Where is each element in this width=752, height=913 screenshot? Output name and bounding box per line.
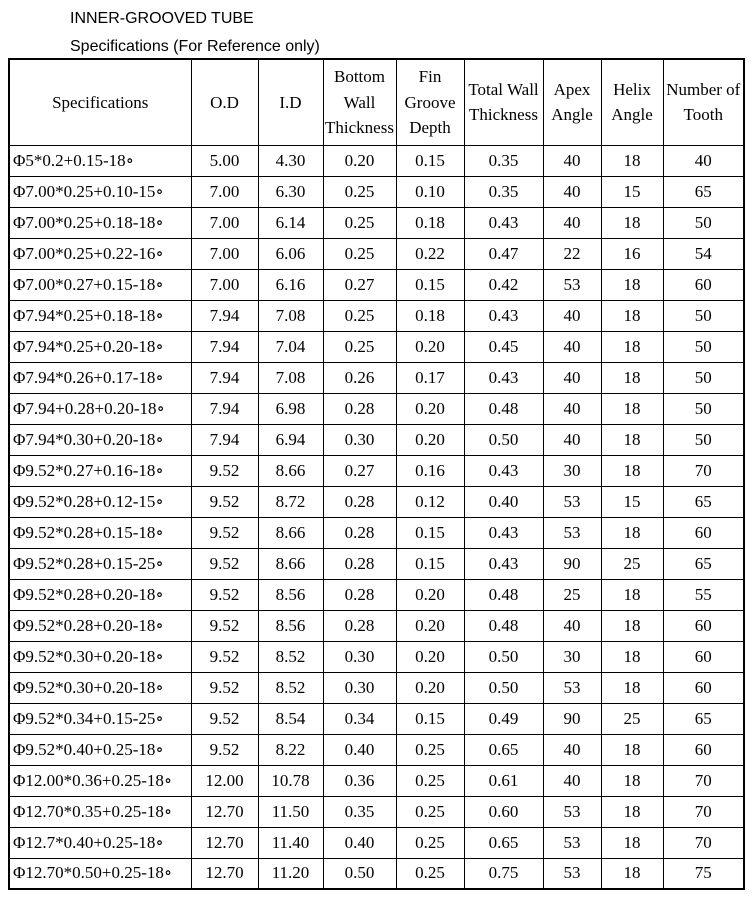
cell-od: 12.70: [191, 858, 258, 889]
cell-helix_angle: 18: [601, 455, 663, 486]
table-row: [9, 424, 744, 455]
cell-number_of_tooth: 60: [663, 672, 744, 703]
cell-id: 6.06: [258, 238, 323, 269]
cell-specifications: Φ12.7*0.40+0.25-18∘: [9, 827, 191, 858]
cell-helix_angle: 25: [601, 548, 663, 579]
cell-number_of_tooth: 60: [663, 610, 744, 641]
cell-id: 8.66: [258, 517, 323, 548]
table-row: [9, 858, 744, 889]
cell-number_of_tooth: 65: [663, 176, 744, 207]
table-row: [9, 455, 744, 486]
cell-fin_groove_depth: 0.25: [396, 734, 464, 765]
table-row: [9, 145, 744, 176]
cell-helix_angle: 18: [601, 827, 663, 858]
cell-od: 7.94: [191, 300, 258, 331]
cell-specifications: Φ9.52*0.34+0.15-25∘: [9, 703, 191, 734]
cell-apex_angle: 22: [543, 238, 601, 269]
table-row: [9, 703, 744, 734]
table-row: [9, 207, 744, 238]
cell-helix_angle: 18: [601, 393, 663, 424]
cell-bottom_wall_thickness: 0.25: [323, 207, 396, 238]
column-header-fin_groove_depth: Fin Groove Depth: [396, 59, 464, 145]
table-row: [9, 796, 744, 827]
cell-apex_angle: 40: [543, 300, 601, 331]
cell-fin_groove_depth: 0.25: [396, 827, 464, 858]
cell-total_wall_thickness: 0.35: [464, 145, 543, 176]
cell-total_wall_thickness: 0.45: [464, 331, 543, 362]
cell-specifications: Φ9.52*0.28+0.15-18∘: [9, 517, 191, 548]
cell-specifications: Φ7.94*0.25+0.20-18∘: [9, 331, 191, 362]
cell-total_wall_thickness: 0.43: [464, 207, 543, 238]
table-row: [9, 486, 744, 517]
cell-number_of_tooth: 70: [663, 827, 744, 858]
cell-bottom_wall_thickness: 0.30: [323, 424, 396, 455]
cell-number_of_tooth: 50: [663, 393, 744, 424]
cell-apex_angle: 53: [543, 269, 601, 300]
cell-specifications: Φ7.94*0.30+0.20-18∘: [9, 424, 191, 455]
cell-bottom_wall_thickness: 0.30: [323, 641, 396, 672]
page-title: INNER-GROOVED TUBE: [70, 10, 254, 27]
cell-number_of_tooth: 65: [663, 548, 744, 579]
cell-fin_groove_depth: 0.15: [396, 269, 464, 300]
page-subtitle: Specifications (For Reference only): [70, 38, 320, 55]
cell-specifications: Φ7.00*0.25+0.18-18∘: [9, 207, 191, 238]
cell-fin_groove_depth: 0.17: [396, 362, 464, 393]
cell-id: 7.04: [258, 331, 323, 362]
cell-total_wall_thickness: 0.35: [464, 176, 543, 207]
cell-od: 7.00: [191, 176, 258, 207]
cell-bottom_wall_thickness: 0.28: [323, 579, 396, 610]
cell-total_wall_thickness: 0.48: [464, 610, 543, 641]
cell-helix_angle: 18: [601, 672, 663, 703]
cell-apex_angle: 40: [543, 424, 601, 455]
cell-id: 11.40: [258, 827, 323, 858]
cell-od: 9.52: [191, 548, 258, 579]
cell-total_wall_thickness: 0.50: [464, 641, 543, 672]
cell-number_of_tooth: 50: [663, 207, 744, 238]
cell-total_wall_thickness: 0.48: [464, 579, 543, 610]
cell-id: 8.52: [258, 672, 323, 703]
cell-id: 4.30: [258, 145, 323, 176]
table-row: [9, 548, 744, 579]
cell-bottom_wall_thickness: 0.40: [323, 827, 396, 858]
cell-total_wall_thickness: 0.47: [464, 238, 543, 269]
cell-helix_angle: 18: [601, 331, 663, 362]
cell-total_wall_thickness: 0.43: [464, 455, 543, 486]
cell-specifications: Φ9.52*0.30+0.20-18∘: [9, 641, 191, 672]
cell-specifications: Φ7.94*0.25+0.18-18∘: [9, 300, 191, 331]
cell-od: 7.00: [191, 207, 258, 238]
header-row: [9, 59, 744, 145]
cell-id: 6.30: [258, 176, 323, 207]
cell-fin_groove_depth: 0.20: [396, 610, 464, 641]
cell-fin_groove_depth: 0.22: [396, 238, 464, 269]
cell-helix_angle: 18: [601, 269, 663, 300]
table-row: [9, 672, 744, 703]
cell-specifications: Φ9.52*0.28+0.12-15∘: [9, 486, 191, 517]
column-header-apex_angle: Apex Angle: [543, 59, 601, 145]
cell-apex_angle: 40: [543, 331, 601, 362]
table-head: [9, 59, 744, 145]
cell-number_of_tooth: 70: [663, 765, 744, 796]
cell-number_of_tooth: 60: [663, 517, 744, 548]
cell-od: 5.00: [191, 145, 258, 176]
cell-specifications: Φ9.52*0.27+0.16-18∘: [9, 455, 191, 486]
cell-bottom_wall_thickness: 0.25: [323, 238, 396, 269]
cell-total_wall_thickness: 0.50: [464, 672, 543, 703]
cell-helix_angle: 18: [601, 517, 663, 548]
table-row: [9, 734, 744, 765]
cell-apex_angle: 40: [543, 765, 601, 796]
cell-bottom_wall_thickness: 0.28: [323, 393, 396, 424]
cell-fin_groove_depth: 0.20: [396, 672, 464, 703]
cell-specifications: Φ9.52*0.28+0.15-25∘: [9, 548, 191, 579]
cell-bottom_wall_thickness: 0.27: [323, 269, 396, 300]
cell-bottom_wall_thickness: 0.35: [323, 796, 396, 827]
cell-id: 6.94: [258, 424, 323, 455]
cell-number_of_tooth: 70: [663, 796, 744, 827]
cell-number_of_tooth: 50: [663, 331, 744, 362]
cell-apex_angle: 90: [543, 548, 601, 579]
cell-id: 10.78: [258, 765, 323, 796]
cell-helix_angle: 18: [601, 858, 663, 889]
column-header-number_of_tooth: Number of Tooth: [663, 59, 744, 145]
table-row: [9, 269, 744, 300]
cell-id: 6.14: [258, 207, 323, 238]
cell-total_wall_thickness: 0.40: [464, 486, 543, 517]
cell-fin_groove_depth: 0.20: [396, 331, 464, 362]
cell-number_of_tooth: 65: [663, 486, 744, 517]
table-row: [9, 331, 744, 362]
cell-total_wall_thickness: 0.65: [464, 827, 543, 858]
cell-id: 8.56: [258, 579, 323, 610]
cell-id: 8.72: [258, 486, 323, 517]
cell-fin_groove_depth: 0.15: [396, 548, 464, 579]
table-row: [9, 176, 744, 207]
cell-helix_angle: 18: [601, 734, 663, 765]
table-body: [9, 145, 744, 889]
cell-fin_groove_depth: 0.16: [396, 455, 464, 486]
cell-id: 8.66: [258, 548, 323, 579]
cell-total_wall_thickness: 0.75: [464, 858, 543, 889]
cell-od: 9.52: [191, 486, 258, 517]
cell-id: 8.52: [258, 641, 323, 672]
cell-apex_angle: 30: [543, 455, 601, 486]
cell-bottom_wall_thickness: 0.30: [323, 672, 396, 703]
cell-bottom_wall_thickness: 0.36: [323, 765, 396, 796]
table-row: [9, 517, 744, 548]
specifications-table: [8, 58, 745, 890]
column-header-bottom_wall_thickness: Bottom Wall Thickness: [323, 59, 396, 145]
cell-fin_groove_depth: 0.20: [396, 424, 464, 455]
cell-fin_groove_depth: 0.15: [396, 517, 464, 548]
cell-od: 12.00: [191, 765, 258, 796]
cell-od: 12.70: [191, 796, 258, 827]
table-row: [9, 579, 744, 610]
cell-helix_angle: 18: [601, 610, 663, 641]
cell-id: 8.54: [258, 703, 323, 734]
cell-apex_angle: 40: [543, 176, 601, 207]
cell-fin_groove_depth: 0.25: [396, 765, 464, 796]
cell-bottom_wall_thickness: 0.20: [323, 145, 396, 176]
cell-number_of_tooth: 40: [663, 145, 744, 176]
cell-od: 9.52: [191, 455, 258, 486]
cell-total_wall_thickness: 0.43: [464, 517, 543, 548]
cell-od: 7.94: [191, 331, 258, 362]
cell-apex_angle: 53: [543, 672, 601, 703]
cell-apex_angle: 40: [543, 362, 601, 393]
cell-od: 9.52: [191, 734, 258, 765]
cell-number_of_tooth: 55: [663, 579, 744, 610]
cell-number_of_tooth: 50: [663, 362, 744, 393]
cell-od: 9.52: [191, 517, 258, 548]
cell-od: 7.94: [191, 424, 258, 455]
cell-number_of_tooth: 50: [663, 300, 744, 331]
cell-id: 6.98: [258, 393, 323, 424]
cell-number_of_tooth: 50: [663, 424, 744, 455]
cell-helix_angle: 16: [601, 238, 663, 269]
cell-specifications: Φ7.00*0.25+0.10-15∘: [9, 176, 191, 207]
cell-id: 7.08: [258, 362, 323, 393]
cell-fin_groove_depth: 0.20: [396, 579, 464, 610]
cell-od: 9.52: [191, 672, 258, 703]
cell-fin_groove_depth: 0.12: [396, 486, 464, 517]
cell-number_of_tooth: 60: [663, 734, 744, 765]
cell-bottom_wall_thickness: 0.26: [323, 362, 396, 393]
cell-fin_groove_depth: 0.20: [396, 393, 464, 424]
cell-helix_angle: 18: [601, 362, 663, 393]
table-row: [9, 238, 744, 269]
cell-apex_angle: 53: [543, 827, 601, 858]
cell-helix_angle: 18: [601, 300, 663, 331]
cell-helix_angle: 15: [601, 486, 663, 517]
table-row: [9, 827, 744, 858]
cell-bottom_wall_thickness: 0.28: [323, 486, 396, 517]
column-header-helix_angle: Helix Angle: [601, 59, 663, 145]
cell-specifications: Φ9.52*0.28+0.20-18∘: [9, 579, 191, 610]
cell-number_of_tooth: 54: [663, 238, 744, 269]
cell-id: 11.50: [258, 796, 323, 827]
cell-helix_angle: 15: [601, 176, 663, 207]
cell-id: 11.20: [258, 858, 323, 889]
cell-helix_angle: 18: [601, 641, 663, 672]
table-row: [9, 765, 744, 796]
table-row: [9, 393, 744, 424]
cell-apex_angle: 53: [543, 858, 601, 889]
cell-total_wall_thickness: 0.50: [464, 424, 543, 455]
cell-fin_groove_depth: 0.18: [396, 207, 464, 238]
cell-apex_angle: 90: [543, 703, 601, 734]
cell-total_wall_thickness: 0.49: [464, 703, 543, 734]
cell-specifications: Φ7.94*0.26+0.17-18∘: [9, 362, 191, 393]
table-row: [9, 362, 744, 393]
cell-helix_angle: 25: [601, 703, 663, 734]
cell-total_wall_thickness: 0.65: [464, 734, 543, 765]
cell-fin_groove_depth: 0.15: [396, 145, 464, 176]
cell-apex_angle: 40: [543, 734, 601, 765]
cell-bottom_wall_thickness: 0.28: [323, 517, 396, 548]
column-header-od: O.D: [191, 59, 258, 145]
cell-bottom_wall_thickness: 0.50: [323, 858, 396, 889]
cell-id: 8.66: [258, 455, 323, 486]
cell-bottom_wall_thickness: 0.27: [323, 455, 396, 486]
cell-total_wall_thickness: 0.43: [464, 300, 543, 331]
table-row: [9, 641, 744, 672]
cell-specifications: Φ12.00*0.36+0.25-18∘: [9, 765, 191, 796]
cell-od: 9.52: [191, 610, 258, 641]
cell-apex_angle: 53: [543, 517, 601, 548]
cell-bottom_wall_thickness: 0.40: [323, 734, 396, 765]
cell-apex_angle: 40: [543, 393, 601, 424]
cell-total_wall_thickness: 0.42: [464, 269, 543, 300]
cell-total_wall_thickness: 0.60: [464, 796, 543, 827]
cell-od: 7.00: [191, 269, 258, 300]
cell-fin_groove_depth: 0.10: [396, 176, 464, 207]
cell-helix_angle: 18: [601, 145, 663, 176]
cell-helix_angle: 18: [601, 424, 663, 455]
table-row: [9, 300, 744, 331]
cell-id: 8.22: [258, 734, 323, 765]
cell-total_wall_thickness: 0.43: [464, 362, 543, 393]
cell-helix_angle: 18: [601, 796, 663, 827]
cell-fin_groove_depth: 0.25: [396, 796, 464, 827]
cell-apex_angle: 40: [543, 610, 601, 641]
cell-helix_angle: 18: [601, 207, 663, 238]
document-header: [70, 5, 320, 61]
cell-specifications: Φ12.70*0.50+0.25-18∘: [9, 858, 191, 889]
cell-fin_groove_depth: 0.15: [396, 703, 464, 734]
cell-specifications: Φ7.00*0.25+0.22-16∘: [9, 238, 191, 269]
column-header-total_wall_thickness: Total Wall Thickness: [464, 59, 543, 145]
cell-specifications: Φ9.52*0.28+0.20-18∘: [9, 610, 191, 641]
cell-id: 8.56: [258, 610, 323, 641]
cell-helix_angle: 18: [601, 765, 663, 796]
cell-apex_angle: 30: [543, 641, 601, 672]
cell-apex_angle: 53: [543, 796, 601, 827]
cell-od: 7.00: [191, 238, 258, 269]
column-header-specifications: Specifications: [9, 59, 191, 145]
cell-specifications: Φ7.00*0.27+0.15-18∘: [9, 269, 191, 300]
cell-bottom_wall_thickness: 0.25: [323, 176, 396, 207]
cell-specifications: Φ12.70*0.35+0.25-18∘: [9, 796, 191, 827]
cell-fin_groove_depth: 0.20: [396, 641, 464, 672]
cell-bottom_wall_thickness: 0.28: [323, 610, 396, 641]
cell-number_of_tooth: 60: [663, 269, 744, 300]
table-row: [9, 610, 744, 641]
cell-od: 9.52: [191, 703, 258, 734]
cell-id: 7.08: [258, 300, 323, 331]
cell-helix_angle: 18: [601, 579, 663, 610]
cell-number_of_tooth: 70: [663, 455, 744, 486]
cell-number_of_tooth: 65: [663, 703, 744, 734]
cell-od: 12.70: [191, 827, 258, 858]
cell-total_wall_thickness: 0.43: [464, 548, 543, 579]
cell-od: 7.94: [191, 393, 258, 424]
column-header-id: I.D: [258, 59, 323, 145]
cell-od: 9.52: [191, 579, 258, 610]
cell-bottom_wall_thickness: 0.28: [323, 548, 396, 579]
cell-total_wall_thickness: 0.61: [464, 765, 543, 796]
cell-specifications: Φ5*0.2+0.15-18∘: [9, 145, 191, 176]
cell-specifications: Φ7.94+0.28+0.20-18∘: [9, 393, 191, 424]
cell-number_of_tooth: 60: [663, 641, 744, 672]
cell-specifications: Φ9.52*0.30+0.20-18∘: [9, 672, 191, 703]
cell-number_of_tooth: 75: [663, 858, 744, 889]
cell-apex_angle: 40: [543, 207, 601, 238]
cell-bottom_wall_thickness: 0.34: [323, 703, 396, 734]
cell-od: 9.52: [191, 641, 258, 672]
cell-apex_angle: 53: [543, 486, 601, 517]
cell-id: 6.16: [258, 269, 323, 300]
cell-bottom_wall_thickness: 0.25: [323, 331, 396, 362]
cell-specifications: Φ9.52*0.40+0.25-18∘: [9, 734, 191, 765]
cell-total_wall_thickness: 0.48: [464, 393, 543, 424]
cell-od: 7.94: [191, 362, 258, 393]
cell-bottom_wall_thickness: 0.25: [323, 300, 396, 331]
cell-apex_angle: 40: [543, 145, 601, 176]
cell-fin_groove_depth: 0.18: [396, 300, 464, 331]
cell-fin_groove_depth: 0.25: [396, 858, 464, 889]
cell-apex_angle: 25: [543, 579, 601, 610]
